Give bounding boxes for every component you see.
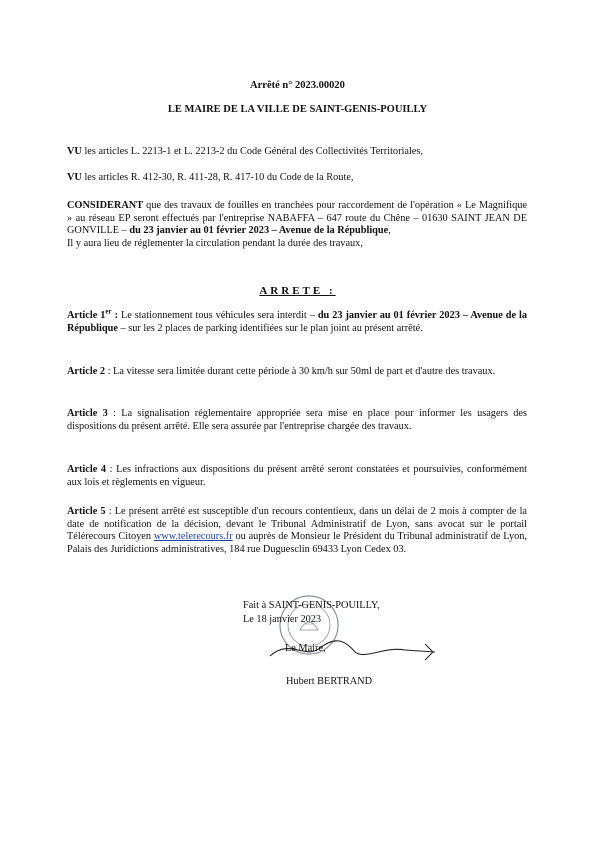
vu-label: VU (67, 172, 82, 183)
arrete-heading: ARRETE : (259, 285, 336, 297)
telerecours-link[interactable]: www.telerecours.fr (153, 531, 233, 543)
considerant-text: que des travaux de fouilles en tranchées pour raccordement de l'opération « Le Magnifique » au réseau EP seront effectués par l'entreprise NABAFFA – 647 route du Chêne – 01630 SAINT JEAN DE GONVILLE – (67, 200, 527, 237)
authority-title: LE MAIRE DE LA VILLE DE SAINT-GENIS-POUILLY (167, 104, 428, 115)
article-text: : La signalisation réglementaire appropriée sera mise en place pour informer les usagers des dispositions du présent arrêté. Elle sera assurée par l'entreprise chargée des travaux. (67, 408, 527, 432)
considerant-paragraph (67, 200, 527, 250)
article-text: : La vitesse sera limitée durant cette période à 30 km/h sur 50ml de part et d'autre des travaux. (105, 366, 496, 377)
article-text: Le stationnement tous véhicules sera interdit – (118, 310, 318, 321)
article-text-end: ou auprès de Monsieur le Président du Tribunal administratif de Lyon, Palais des Juridictions administratives, 184 rue Duguesclin 69433 Lyon Cedex 03. (67, 531, 527, 555)
article-5 (67, 506, 527, 556)
signatory-name: Hubert BERTRAND (286, 676, 373, 687)
article-label: Article 1er : (67, 307, 119, 321)
considerant-label: CONSIDERANT (67, 200, 144, 211)
vu-text: les articles R. 412-30, R. 411-28, R. 417-10 du Code de la Route, (81, 172, 354, 183)
signature-date: Le 18 janvier 2023 (243, 614, 322, 625)
article-text-end: – sur les 2 places de parking identifiées sur le plan joint au présent arrêté. (117, 322, 423, 334)
vu-paragraph-1 (67, 146, 527, 159)
vu-paragraph-2 (67, 172, 527, 185)
article-1 (67, 307, 527, 335)
article-4 (67, 464, 527, 489)
article-3 (67, 408, 527, 433)
signature-place: Fait à SAINT-GENIS-POUILLY, (243, 600, 380, 611)
considerant-dates: du 23 janvier au 01 février 2023 – Avenue de la République (129, 225, 389, 237)
regulation-text: Il y aura lieu de réglementer la circulation pendant la durée des travaux, (67, 237, 363, 249)
vu-text: les articles L. 2213-1 et L. 2213-2 du Code Général des Collectivités Territoriales, (81, 146, 423, 157)
article-text: : Le présent arrêté est susceptible d'un recours contentieux, dans un délai de 2 mois à compter de la date de notification de la décision, devant le Tribunal Administratif de Lyon, sans avocat sur le portail Télérecours Citoyen (67, 506, 527, 543)
vu-label: VU (67, 146, 82, 157)
considerant-end: , (388, 225, 391, 237)
article-label: Article 3 (67, 408, 108, 419)
article-text: : Les infractions aux dispositions du présent arrêté seront constatées et poursuivies, conformément aux lois et règlements en vigueur. (67, 464, 527, 488)
article-2 (67, 366, 527, 379)
article-dates: du 23 janvier au 01 février 2023 – Avenue de la République (67, 310, 527, 334)
arrete-number: Arrêté n° 2023.00020 (250, 80, 345, 91)
article-label: Article 4 (67, 464, 107, 475)
signature-role: Le Maire, (285, 643, 326, 654)
article-label: Article 2 (67, 366, 106, 377)
article-label: Article 5 (67, 506, 106, 517)
